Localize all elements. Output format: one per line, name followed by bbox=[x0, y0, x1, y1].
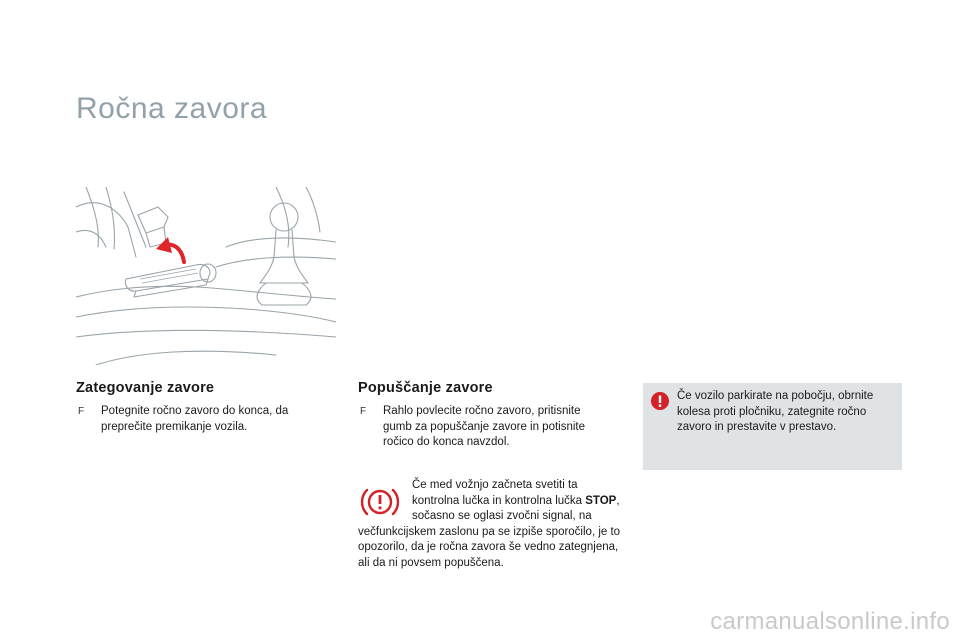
bullet-marker: F bbox=[78, 406, 85, 417]
release-brake-text: Rahlo povlecite ročno zavoro, pritisnite gumb za popuščanje zavore in potisnite ročico do konca navzdol. bbox=[383, 405, 586, 448]
caution-exclamation-icon bbox=[651, 392, 669, 410]
stop-label: STOP bbox=[585, 494, 617, 507]
release-brake-instruction bbox=[360, 404, 610, 451]
parking-slope-note-text: Če vozilo parkirate na pobočju, obrnite kolesa proti pločniku, zategnite ročno zavoro in prestavite v prestavo. bbox=[677, 390, 874, 433]
warning-text-end: , sočasno se oglasi zvočni signal, na večfunkcijskem zaslonu pa se izpiše sporočilo, je to opozorilo, da je ročna zavora še vedno zategnjena, ali da ni povsem popuščena. bbox=[358, 494, 621, 569]
apply-brake-instruction bbox=[78, 404, 318, 435]
parking-slope-note bbox=[643, 383, 902, 470]
page-title: Ročna zavora bbox=[76, 92, 268, 125]
bullet-marker: F bbox=[360, 406, 367, 417]
apply-brake-heading: Zategovanje zavore bbox=[76, 380, 215, 396]
brake-warning-paragraph bbox=[358, 478, 623, 571]
parking-brake-warning-icon bbox=[358, 480, 402, 524]
handbrake-illustration bbox=[76, 187, 336, 365]
warning-text-start: Če med vožnjo začneta svetiti ta kontrolna lučka in kontrolna lučka bbox=[412, 479, 586, 507]
apply-brake-text: Potegnite ročno zavoro do konca, da preprečite premikanje vozila. bbox=[101, 405, 289, 433]
watermark: carmanualsonline.info bbox=[710, 608, 950, 635]
release-brake-heading: Popuščanje zavore bbox=[358, 380, 493, 396]
